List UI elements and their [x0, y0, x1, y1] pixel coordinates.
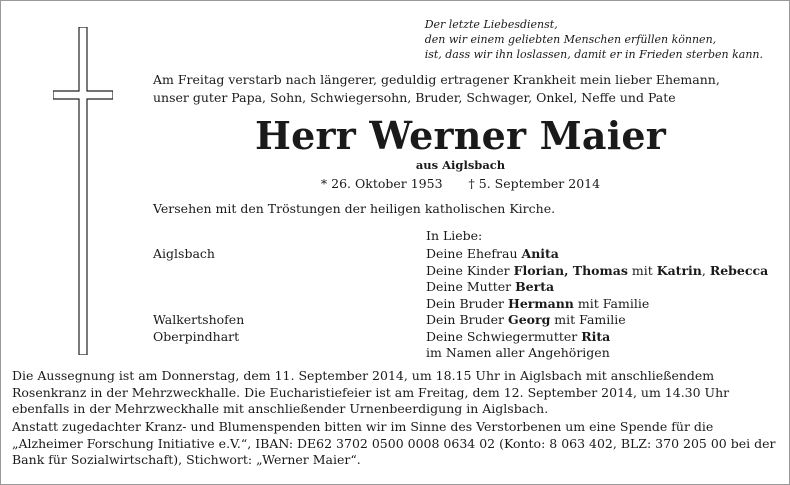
intro-text: [153, 71, 720, 107]
mourner-children: Deine Kinder Florian, Thomas mit Katrin, Rebecca: [426, 262, 769, 278]
location-walkertshofen: Walkertshofen: [153, 312, 245, 327]
donation-request: Anstatt zugedachter Kranz- und Blumenspenden bitten wir im Sinne des Verstorbenen um eine Spende für die „Alzheimer Forschung Initiative e.V.“, IBAN: DE62 3702 0500 0008 0634 02 (Konto: 8 063 402, BLZ: 370 205 00 bei der Bank für Sozialwirtschaft), Stichwort: „Werner Maier“.: [12, 419, 776, 467]
deceased-origin: aus Aiglsbach: [415, 158, 506, 172]
sacraments-text: Versehen mit den Tröstungen der heiligen katholischen Kirche.: [153, 201, 556, 216]
birth-date: * 26. Oktober 1953: [320, 176, 443, 191]
motto-line: Der letzte Liebesdienst,: [424, 18, 558, 31]
deceased-name: Herr Werner Maier: [255, 113, 666, 158]
cross-icon: [53, 27, 113, 355]
death-date: † 5. September 2014: [468, 176, 601, 191]
mourner-brother-hermann: Dein Bruder Hermann mit Familie: [426, 295, 650, 311]
mourner-mother: Deine Mutter Berta: [426, 279, 555, 294]
motto-line: den wir einem geliebten Menschen erfüllen können,: [424, 33, 717, 46]
mourner-wife: Deine Ehefrau Anita: [426, 246, 559, 261]
motto: [425, 17, 763, 62]
motto-line: ist, dass wir ihn loslassen, damit er in Frieden sterben kann.: [424, 48, 763, 61]
intro-line: Am Freitag verstarb nach längerer, geduldig ertragener Krankheit mein lieber Ehemann,: [153, 72, 720, 87]
funeral-details: Die Aussegnung ist am Donnerstag, dem 11. September 2014, um 18.15 Uhr in Aiglsbach mit anschließendem Rosenkranz in der Mehrzweckhalle. Die Eucharistiefeier ist am Freitag, dem 12. September 2014, um 14.30 Uhr ebenfalls in der Mehrzweckhalle mit anschließender Urnenbeerdigung in Aiglsbach.: [12, 368, 730, 416]
mourner-all-relatives: im Namen aller Angehörigen: [426, 345, 610, 360]
location-oberpindhart: Oberpindhart: [153, 328, 240, 344]
location-aiglsbach: Aiglsbach: [153, 246, 215, 261]
mourner-brother-georg: Dein Bruder Georg mit Familie: [426, 312, 626, 327]
mourner-mother-in-law: Deine Schwiegermutter Rita: [426, 328, 611, 344]
intro-line: unser guter Papa, Sohn, Schwiegersohn, Bruder, Schwager, Onkel, Neffe und Pate: [153, 90, 676, 105]
in-love-label: In Liebe:: [426, 228, 483, 243]
life-dates: [153, 176, 768, 191]
